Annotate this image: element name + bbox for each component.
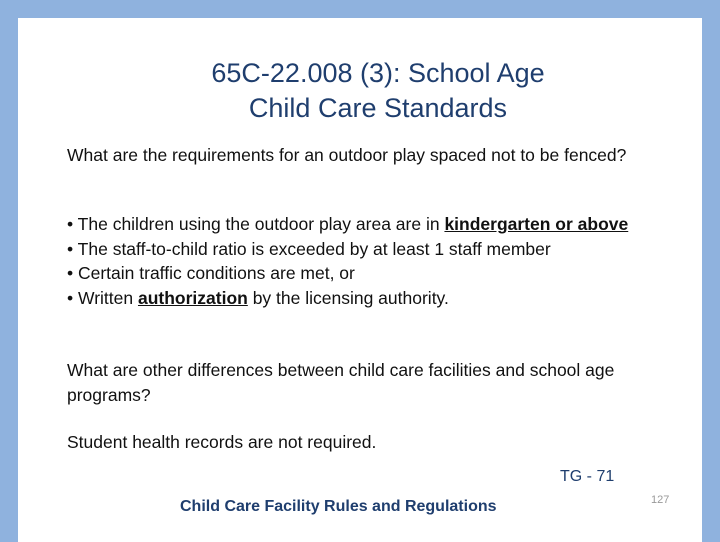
bullet-text-suffix: by the licensing authority. bbox=[247, 287, 449, 308]
bullet-text: • Certain traffic conditions are met, or bbox=[67, 263, 355, 283]
question-outdoor-play: What are the requirements for an outdoor play spaced not to be fenced? bbox=[67, 145, 627, 165]
slide-title-line-2: Child Care Standards bbox=[248, 93, 508, 123]
bullet-item-written-authorization bbox=[67, 286, 667, 311]
tg-label: TG - 71 bbox=[560, 468, 615, 485]
emphasis-kindergarten-or-above: kindergarten or above bbox=[444, 214, 629, 234]
bullet-item-traffic-conditions bbox=[67, 261, 667, 286]
slide-title-line-1: 65C-22.008 (3): School Age bbox=[211, 58, 545, 88]
page-number: 127 bbox=[651, 494, 670, 506]
slide-footer: Child Care Facility Rules and Regulations bbox=[180, 498, 497, 515]
slide-content-area bbox=[18, 18, 702, 542]
slide-title bbox=[118, 56, 638, 126]
emphasis-authorization: authorization bbox=[137, 287, 248, 308]
bullet-item-staff-ratio bbox=[67, 237, 667, 262]
bullet-text: • Written bbox=[67, 287, 138, 308]
bullet-text: • The children using the outdoor play area are in bbox=[67, 214, 445, 234]
answer-health-records: Student health records are not required. bbox=[67, 432, 377, 452]
bullet-text: • The staff-to-child ratio is exceeded by at least 1 staff member bbox=[67, 238, 551, 259]
requirements-bullet-list bbox=[67, 212, 667, 310]
bullet-item-kindergarten bbox=[67, 212, 667, 237]
question-other-differences: What are other differences between child care facilities and school age programs? bbox=[67, 360, 615, 405]
